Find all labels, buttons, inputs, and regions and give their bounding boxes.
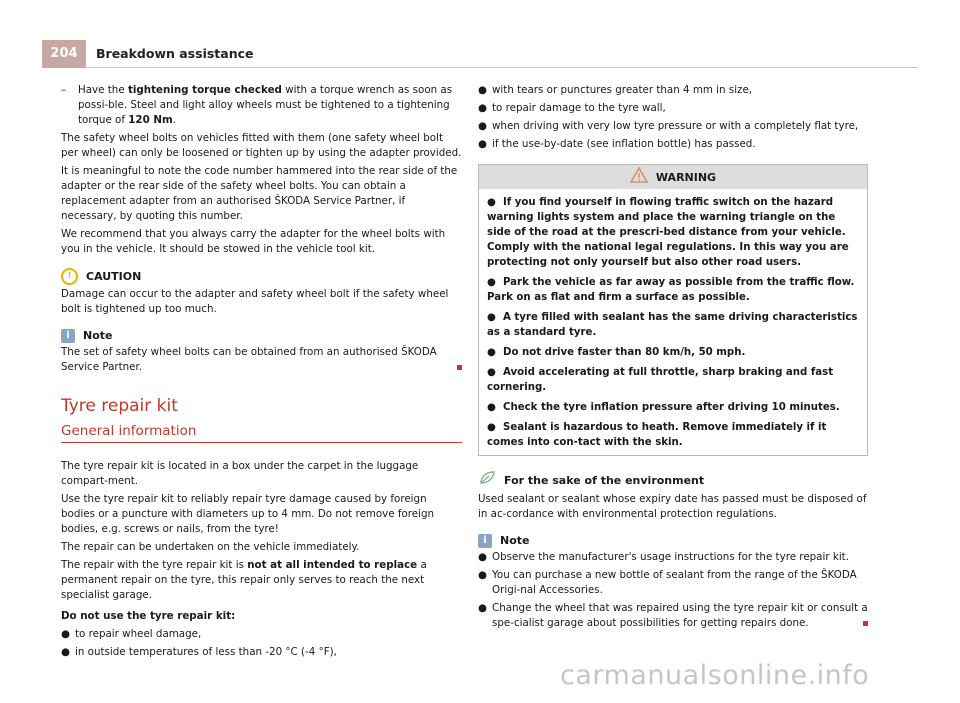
- caution-label: CAUTION: [86, 270, 142, 283]
- warning-item: [487, 275, 860, 305]
- bullet-marker: ●: [478, 102, 487, 114]
- warning-item-text: Do not drive faster than 80 km/h, 50 mph.: [502, 347, 746, 358]
- list-item-text: if the use-by-date (see inflation bottle) has passed.: [492, 138, 756, 150]
- recycle-leaf-icon: [478, 470, 496, 490]
- environment-text: Used sealant or sealant whose expiry date has passed must be disposed of in ac-cordance with environmental protection regulations.: [478, 493, 867, 520]
- bullet-marker: ●: [61, 646, 70, 658]
- bullet-marker: ●: [478, 138, 487, 150]
- paragraph: The safety wheel bolts on vehicles fitted with them (one safety wheel bolt per wheel) can only be loosened or tighten up by using the adapter provided.: [61, 132, 462, 159]
- text-run: a permanent repair on the tyre, this repair only serves to reach the next specialist garage.: [61, 559, 427, 601]
- page-number: 204: [42, 40, 86, 68]
- bullet-marker: ●: [478, 120, 487, 132]
- warning-item: [487, 400, 860, 415]
- warning-box: [478, 164, 868, 456]
- header-rule: [86, 67, 918, 68]
- list-item-text: when driving with very low tyre pressure or with a completely flat tyre,: [492, 120, 859, 132]
- note-item-text: You can purchase a new bottle of sealant from the range of the ŠKODA Origi-nal Accessories.: [492, 569, 857, 596]
- list-item-text: to repair wheel damage,: [75, 628, 202, 640]
- warning-item-text: If you find yourself in flowing traffic switch on the hazard warning lights system and place the warning triangle on the side of the road at the prescri-bed distance from your vehicle. Comply with the national legal regulations. In this way you are protecting not only yourself but also other road users.: [487, 197, 849, 268]
- list-item: [478, 119, 868, 134]
- list-item: [478, 137, 868, 152]
- bullet-marker: ●: [487, 197, 496, 208]
- warning-item-text: Sealant is hazardous to heath. Remove immediately if it comes into con-tact with the skin.: [487, 422, 827, 448]
- warning-label: WARNING: [655, 170, 717, 184]
- caution-heading: [61, 268, 462, 285]
- note-heading: [61, 328, 462, 343]
- end-of-section-marker: [457, 365, 462, 370]
- list-item-text: with tears or punctures greater than 4 mm in size,: [492, 84, 753, 96]
- bullet-marker: ●: [487, 402, 496, 413]
- bold-run: Do not use the tyre repair kit:: [61, 610, 236, 622]
- section-title: Breakdown assistance: [96, 46, 254, 61]
- page-header: [42, 40, 918, 68]
- bullet-marker: ●: [487, 422, 496, 433]
- warning-item-text: A tyre filled with sealant has the same driving characteristics as a standard tyre.: [487, 312, 858, 338]
- note-item: [478, 601, 868, 631]
- info-icon: i: [478, 534, 492, 548]
- bullet-marker: ●: [478, 551, 487, 563]
- paragraph: [61, 558, 462, 603]
- paragraph: Use the tyre repair kit to reliably repair tyre damage caused by foreign bodies or a puncture with diameters up to 4 mm. Do not remove foreign bodies, e.g. screws or nails, from the tyre!: [61, 493, 435, 535]
- list-item-text: in outside temperatures of less than -20 °C (-4 °F),: [75, 646, 337, 658]
- list-title: [61, 609, 462, 624]
- warning-body: [479, 189, 867, 455]
- text-run: with a torque wrench as soon as possi-ble. Steel and light alloy wheels must be tightened to a tightening torque of: [78, 84, 453, 126]
- right-column: [478, 83, 868, 634]
- note-item-text: Observe the manufacturer's usage instructions for the tyre repair kit.: [492, 551, 849, 563]
- warning-item: [487, 365, 860, 395]
- warning-item: [487, 310, 860, 340]
- paragraph: It is meaningful to note the code number hammered into the rear side of the adapter or the rear side of the safety wheel bolts. You can obtain a replacement adapter from an authorised ŠKODA Service Partner, if necessary, by quoting this number.: [61, 165, 458, 222]
- watermark: carmanualsonline.info: [560, 660, 870, 691]
- caution-text: Damage can occur to the adapter and safety wheel bolt if the safety wheel bolt is tightened up too much.: [61, 288, 449, 315]
- warning-item-text: Park the vehicle as far away as possible from the traffic flow. Park on as flat and firm a surface as possible.: [487, 277, 855, 303]
- paragraph: The repair can be undertaken on the vehicle immediately.: [61, 541, 360, 553]
- list-item: [61, 627, 462, 642]
- bullet-marker: ●: [478, 569, 487, 581]
- environment-heading: [478, 470, 868, 490]
- warning-triangle-icon: [630, 167, 648, 187]
- note-text: [61, 345, 462, 375]
- caution-icon: !: [61, 268, 78, 285]
- warning-item: [487, 195, 860, 270]
- environment-label: For the sake of the environment: [504, 473, 705, 487]
- dash-marker: –: [61, 84, 67, 96]
- note-text-content: The set of safety wheel bolts can be obtained from an authorised ŠKODA Service Partner.: [61, 346, 437, 373]
- bold-run: not at all intended to replace: [247, 559, 418, 571]
- warning-item: [487, 345, 860, 360]
- warning-header: [479, 165, 867, 189]
- subheading-rule: [61, 442, 462, 443]
- note-label: Note: [500, 534, 530, 547]
- bullet-marker: ●: [487, 367, 496, 378]
- bullet-marker: ●: [61, 628, 70, 640]
- list-item: [478, 101, 868, 116]
- warning-item: [487, 420, 860, 450]
- note-heading: [478, 533, 868, 548]
- text-run: .: [172, 114, 176, 126]
- bullet-marker: ●: [478, 602, 487, 614]
- left-column: [61, 83, 462, 663]
- note-item-text: Change the wheel that was repaired using the tyre repair kit or consult a spe-cialist garage about possibilities for getting repairs done.: [492, 602, 868, 629]
- info-icon: i: [61, 329, 75, 343]
- paragraph: The tyre repair kit is located in a box under the carpet in the luggage compart-ment.: [61, 460, 419, 487]
- bullet-marker: ●: [487, 312, 496, 323]
- warning-item-text: Check the tyre inflation pressure after driving 10 minutes.: [502, 402, 840, 413]
- text-run: The repair with the tyre repair kit is: [61, 559, 248, 571]
- bullet-marker: ●: [487, 277, 496, 288]
- end-of-section-marker: [863, 621, 868, 626]
- list-item: [478, 83, 868, 98]
- bullet-marker: ●: [487, 347, 496, 358]
- list-item: [61, 645, 462, 660]
- bullet-marker: ●: [478, 84, 487, 96]
- paragraph: We recommend that you always carry the adapter for the wheel bolts with you in the vehicle. It should be stowed in the vehicle tool kit.: [61, 228, 446, 255]
- warning-item-text: Avoid accelerating at full throttle, sharp braking and fast cornering.: [487, 367, 834, 393]
- bold-run: tightening torque checked: [127, 84, 282, 96]
- subheading: General information: [61, 423, 197, 439]
- text-run: Have the: [78, 84, 128, 96]
- dash-list-item: [61, 83, 462, 128]
- bold-run: 120 Nm: [128, 114, 173, 126]
- note-label: Note: [83, 329, 113, 342]
- note-item: [478, 550, 868, 565]
- list-item-text: to repair damage to the tyre wall,: [492, 102, 666, 114]
- note-item: [478, 568, 868, 598]
- section-heading: Tyre repair kit: [61, 396, 178, 416]
